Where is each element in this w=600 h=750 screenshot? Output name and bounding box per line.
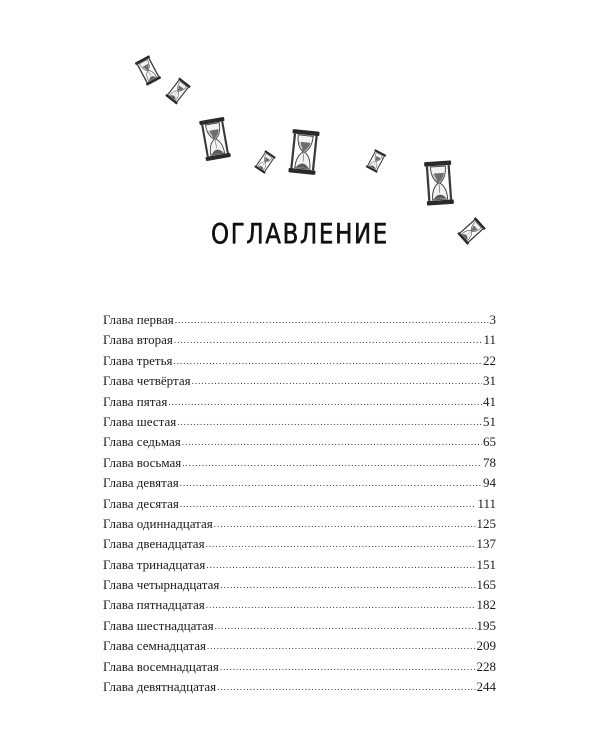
- chapter-title: Глава тринадцатая: [103, 556, 206, 572]
- dot-leader: [174, 330, 483, 350]
- chapter-title: Глава четырнадцатая: [103, 577, 220, 593]
- toc-entry[interactable]: [103, 534, 496, 554]
- toc-entry[interactable]: [103, 351, 496, 371]
- page-number: 41: [483, 393, 496, 409]
- toc-entry[interactable]: [103, 330, 496, 350]
- dot-leader: [207, 636, 475, 656]
- toc-entry[interactable]: [103, 636, 496, 656]
- page-number: 125: [476, 515, 496, 531]
- chapter-title: Глава пятая: [103, 393, 168, 409]
- toc-entry[interactable]: [103, 514, 496, 534]
- hourglass-icon: [197, 114, 233, 164]
- chapter-title: Глава четвёртая: [103, 373, 191, 389]
- table-of-contents: [103, 310, 496, 697]
- hourglass-icon: [164, 77, 191, 106]
- toc-entry[interactable]: [103, 575, 496, 595]
- chapter-title: Глава восьмая: [103, 454, 182, 470]
- chapter-title: Глава девятнадцатая: [103, 679, 217, 695]
- toc-entry[interactable]: [103, 555, 496, 575]
- page-number: 78: [483, 454, 496, 470]
- chapter-title: Глава третья: [103, 352, 173, 368]
- toc-entry[interactable]: [103, 371, 496, 391]
- chapter-title: Глава восемнадцатая: [103, 658, 219, 674]
- dot-leader: [220, 575, 475, 595]
- dot-leader: [182, 453, 482, 473]
- chapter-title: Глава одиннадцатая: [103, 515, 213, 531]
- page-number: 94: [483, 475, 496, 491]
- page-title: ОГЛАВЛЕНИЕ: [211, 216, 389, 250]
- toc-entry[interactable]: [103, 494, 496, 514]
- dot-leader: [220, 657, 476, 677]
- toc-entry[interactable]: [103, 432, 496, 452]
- dot-leader: [177, 412, 482, 432]
- dot-leader: [182, 432, 482, 452]
- dot-leader: [173, 351, 482, 371]
- page-number: 31: [483, 373, 496, 389]
- chapter-title: Глава седьмая: [103, 434, 181, 450]
- hourglass-icon: [422, 157, 455, 209]
- page-number: 65: [483, 434, 496, 450]
- chapter-title: Глава первая: [103, 312, 174, 327]
- toc-entry[interactable]: [103, 453, 496, 473]
- toc-entry[interactable]: [103, 595, 496, 615]
- toc-entry[interactable]: [103, 412, 496, 432]
- toc-entry[interactable]: [103, 473, 496, 493]
- page-number: 11: [483, 332, 496, 348]
- dot-leader: [206, 595, 476, 615]
- dot-leader: [215, 616, 476, 636]
- toc-entry[interactable]: [103, 677, 496, 697]
- toc-entry[interactable]: [103, 392, 496, 412]
- chapter-title: Глава вторая: [103, 332, 173, 348]
- dot-leader: [206, 555, 475, 575]
- dot-leader: [180, 473, 482, 493]
- page-number: 209: [476, 638, 496, 654]
- hourglass-icon: [134, 54, 163, 86]
- chapter-title: Глава десятая: [103, 495, 179, 511]
- toc-entry[interactable]: [103, 310, 496, 330]
- chapter-title: Глава шестнадцатая: [103, 617, 214, 633]
- chapter-title: Глава шестая: [103, 413, 177, 429]
- toc-entry[interactable]: [103, 657, 496, 677]
- chapter-title: Глава двенадцатая: [103, 536, 205, 552]
- dot-leader: [180, 494, 477, 514]
- chapter-title: Глава девятая: [103, 475, 179, 491]
- dot-leader: [175, 310, 489, 330]
- chapter-title: Глава пятнадцатая: [103, 597, 205, 613]
- page-number: 244: [476, 679, 496, 695]
- page-number: 195: [476, 617, 496, 633]
- page-number: 3: [489, 312, 496, 327]
- dot-leader: [206, 534, 476, 554]
- hourglass-icon: [286, 126, 321, 179]
- page-number: 137: [476, 536, 496, 552]
- page-number: 51: [483, 413, 496, 429]
- chapter-title: Глава семнадцатая: [103, 638, 207, 654]
- page-number: 111: [477, 495, 496, 511]
- page-number: 228: [476, 658, 496, 674]
- page-number: 22: [483, 352, 496, 368]
- page-number: 151: [476, 556, 496, 572]
- dot-leader: [168, 392, 482, 412]
- dot-leader: [192, 371, 482, 391]
- toc-entry[interactable]: [103, 616, 496, 636]
- dot-leader: [214, 514, 476, 534]
- hourglass-icon: [253, 149, 277, 175]
- hourglass-icon: [365, 148, 388, 174]
- dot-leader: [217, 677, 475, 697]
- page-number: 182: [476, 597, 496, 613]
- page-number: 165: [476, 577, 496, 593]
